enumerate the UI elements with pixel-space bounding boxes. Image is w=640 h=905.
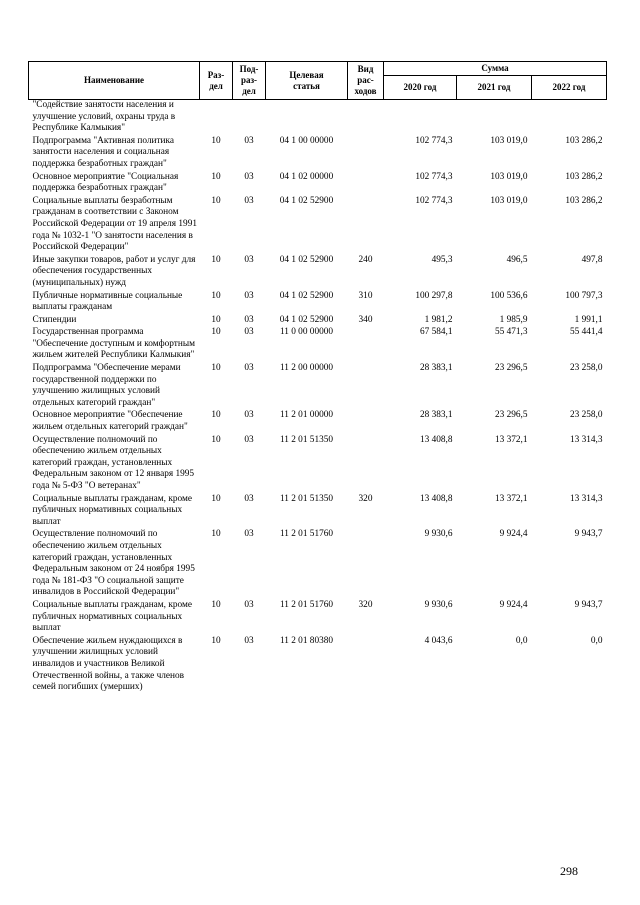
row-subsection: 03 — [244, 599, 254, 610]
row-target: 04 1 02 52900 — [279, 195, 334, 206]
row-kind: 320 — [358, 493, 373, 504]
col-header-name: Наименование — [29, 62, 200, 100]
table-body — [29, 100, 607, 695]
table-row — [29, 410, 607, 434]
row-section: 10 — [211, 254, 221, 265]
row-sum-2021: 13 372,1 — [494, 434, 528, 445]
row-name: Публичные нормативные социальные выплаты гражданам — [32, 290, 183, 313]
row-subsection: 03 — [244, 635, 254, 646]
table-row — [29, 291, 607, 315]
row-sum-2021: 23 296,5 — [494, 363, 528, 374]
row-subsection: 03 — [244, 529, 254, 540]
row-sum-2020: 495,3 — [431, 254, 453, 265]
row-subsection: 03 — [244, 327, 254, 338]
row-sum-2022 — [532, 100, 607, 136]
row-name: Обеспечение жильем нуждающихся в улучшении жилищных условий инвалидов и участников Великой Отечественной войны, а также членов семей погибших (умерших) — [32, 635, 185, 693]
row-name: Социальные выплаты безработным гражданам в соответствии с Законом Российской Федерации от 19 апреля 1991 года № 1032-1 "О занятости населения в Российской Федерации" — [32, 195, 197, 253]
row-section: 10 — [211, 434, 221, 445]
row-sum-2020: 102 774,3 — [415, 135, 453, 146]
row-sum-2021: 103 019,0 — [490, 171, 528, 182]
row-target: 11 2 01 51350 — [279, 434, 334, 445]
row-section: 10 — [211, 493, 221, 504]
row-subsection: 03 — [244, 434, 254, 445]
row-sum-2022: 13 314,3 — [569, 493, 603, 504]
row-name: Социальные выплаты гражданам, кроме публичных нормативных социальных выплат — [32, 599, 192, 634]
row-target: 04 1 02 52900 — [279, 254, 334, 265]
row-kind: 320 — [358, 599, 373, 610]
row-sum-2022: 23 258,0 — [569, 363, 603, 374]
row-target: 11 2 01 80380 — [279, 635, 334, 646]
row-kind: 340 — [358, 314, 373, 325]
row-sum-2021: 1 985,9 — [499, 314, 528, 325]
table-row — [29, 315, 607, 328]
table-row — [29, 363, 607, 410]
table-row — [29, 327, 607, 363]
row-kind — [348, 196, 384, 255]
budget-table — [28, 61, 607, 695]
row-subsection: 03 — [244, 363, 254, 374]
table-row — [29, 529, 607, 600]
table-row — [29, 600, 607, 636]
row-sum-2020: 102 774,3 — [415, 171, 453, 182]
row-name: Подпрограмма "Активная политика занятости населения и социальная поддержка безработных граждан" — [32, 135, 175, 169]
row-name: Осуществление полномочий по обеспечению жильем отдельных категорий граждан, установленных Федеральным законом от 12 января 1995 года № 5-ФЗ "О ветеранах" — [32, 434, 195, 491]
table-row — [29, 255, 607, 291]
row-name: Социальные выплаты гражданам, кроме публичных нормативных социальных выплат — [32, 493, 192, 527]
row-subsection — [233, 100, 266, 136]
row-sum-2022: 103 286,2 — [565, 171, 603, 182]
row-target: 04 1 02 52900 — [279, 314, 334, 325]
row-target: 04 1 00 00000 — [279, 135, 334, 146]
row-sum-2020: 9 930,6 — [424, 529, 453, 540]
table-row — [29, 172, 607, 196]
row-sum-2020: 102 774,3 — [415, 195, 453, 206]
row-sum-2022: 103 286,2 — [565, 135, 603, 146]
row-kind — [348, 410, 384, 434]
col-header-target: Целевая статья — [266, 62, 348, 100]
row-sum-2021: 0,0 — [515, 635, 528, 646]
row-sum-2022: 9 943,7 — [574, 599, 603, 610]
row-sum-2020: 28 383,1 — [419, 363, 453, 374]
col-header-2020: 2020 год — [384, 76, 457, 100]
row-target: 04 1 02 00000 — [279, 171, 334, 182]
table-row — [29, 435, 607, 494]
row-target: 11 2 01 51760 — [279, 599, 334, 610]
row-sum-2020: 4 043,6 — [424, 635, 453, 646]
row-name: Иные закупки товаров, работ и услуг для обеспечения государственных (муниципальных) нужд — [32, 254, 196, 288]
row-target — [266, 100, 348, 136]
row-sum-2020: 100 297,8 — [415, 290, 453, 301]
table-row — [29, 196, 607, 255]
row-sum-2022: 103 286,2 — [565, 195, 603, 206]
row-section: 10 — [211, 529, 221, 540]
row-kind — [348, 172, 384, 196]
row-subsection: 03 — [244, 410, 254, 421]
col-header-section: Раз- дел — [200, 62, 233, 100]
row-sum-2020: 13 408,8 — [419, 493, 453, 504]
row-kind — [348, 636, 384, 695]
row-target: 04 1 02 52900 — [279, 290, 334, 301]
row-kind — [348, 529, 384, 600]
row-subsection: 03 — [244, 171, 254, 182]
row-section — [200, 100, 233, 136]
row-section: 10 — [211, 290, 221, 301]
col-header-sum: Сумма — [384, 62, 607, 76]
row-sum-2020 — [384, 100, 457, 136]
row-name: Государственная программа "Обеспечение доступным и комфортным жильем жителей Республики Калмыкия" — [32, 327, 195, 361]
row-name: Подпрограмма "Обеспечение мерами государственной поддержки по улучшению жилищных условий отдельных категорий граждан" — [32, 363, 181, 408]
row-kind: 240 — [358, 254, 373, 265]
row-sum-2021: 23 296,5 — [494, 410, 528, 421]
row-section: 10 — [211, 410, 221, 421]
table-row — [29, 494, 607, 530]
row-sum-2022: 9 943,7 — [574, 529, 603, 540]
row-name: Стипендии — [32, 314, 77, 325]
row-target: 11 2 00 00000 — [279, 363, 334, 374]
table-header — [29, 62, 607, 100]
row-kind — [348, 136, 384, 172]
row-sum-2020: 9 930,6 — [424, 599, 453, 610]
row-section: 10 — [211, 314, 221, 325]
row-section: 10 — [211, 635, 221, 646]
row-subsection: 03 — [244, 195, 254, 206]
row-target: 11 2 01 00000 — [279, 410, 334, 421]
row-target: 11 0 00 00000 — [279, 327, 334, 338]
row-subsection: 03 — [244, 135, 254, 146]
row-sum-2022: 497,8 — [581, 254, 603, 265]
row-section: 10 — [211, 195, 221, 206]
table-row — [29, 100, 607, 136]
row-sum-2022: 0,0 — [590, 635, 603, 646]
page-number: 298 — [560, 864, 578, 878]
row-kind — [348, 435, 384, 494]
row-sum-2022: 23 258,0 — [569, 410, 603, 421]
row-subsection: 03 — [244, 290, 254, 301]
row-subsection: 03 — [244, 254, 254, 265]
row-sum-2020: 28 383,1 — [419, 410, 453, 421]
row-sum-2020: 1 981,2 — [424, 314, 453, 325]
row-sum-2022: 100 797,3 — [565, 290, 603, 301]
col-header-subsection: Под- раз- дел — [233, 62, 266, 100]
col-header-2021: 2021 год — [457, 76, 532, 100]
row-sum-2021 — [457, 100, 532, 136]
row-subsection: 03 — [244, 314, 254, 325]
col-header-kind: Вид рас- ходов — [348, 62, 384, 100]
row-sum-2020: 67 584,1 — [419, 327, 453, 338]
row-sum-2021: 13 372,1 — [494, 493, 528, 504]
row-name: Основное мероприятие "Социальная поддержка безработных граждан" — [32, 171, 179, 194]
row-kind — [348, 363, 384, 410]
row-sum-2021: 496,5 — [506, 254, 528, 265]
row-name: Основное мероприятие "Обеспечение жильем отдельных категорий граждан" — [32, 410, 188, 433]
row-sum-2021: 100 536,6 — [490, 290, 528, 301]
row-kind — [348, 327, 384, 363]
row-subsection: 03 — [244, 493, 254, 504]
row-kind: 310 — [358, 290, 373, 301]
row-target: 11 2 01 51350 — [279, 493, 334, 504]
row-kind — [348, 100, 384, 136]
col-header-2022: 2022 год — [532, 76, 607, 100]
row-sum-2020: 13 408,8 — [419, 434, 453, 445]
row-section: 10 — [211, 135, 221, 146]
row-sum-2021: 9 924,4 — [499, 599, 528, 610]
row-name: Осуществление полномочий по обеспечению жильем отдельных категорий граждан, установленных Федеральным законом от 24 ноября 1995 года № 181-ФЗ "О социальной защите инвалидов в Российской Федерации" — [32, 529, 195, 598]
row-section: 10 — [211, 599, 221, 610]
row-target: 11 2 01 51760 — [279, 529, 334, 540]
row-sum-2022: 13 314,3 — [569, 434, 603, 445]
row-name: "Содействие занятости населения и улучшение условий, охраны труда в Республике Калмыкия" — [32, 100, 176, 134]
table-row — [29, 136, 607, 172]
budget-table-container — [28, 61, 606, 695]
row-section: 10 — [211, 363, 221, 374]
row-sum-2021: 9 924,4 — [499, 529, 528, 540]
row-sum-2021: 103 019,0 — [490, 195, 528, 206]
table-row — [29, 636, 607, 695]
row-sum-2021: 103 019,0 — [490, 135, 528, 146]
row-section: 10 — [211, 171, 221, 182]
row-sum-2022: 1 991,1 — [574, 314, 603, 325]
row-sum-2022: 55 441,4 — [569, 327, 603, 338]
row-sum-2021: 55 471,3 — [494, 327, 528, 338]
row-section: 10 — [211, 327, 221, 338]
